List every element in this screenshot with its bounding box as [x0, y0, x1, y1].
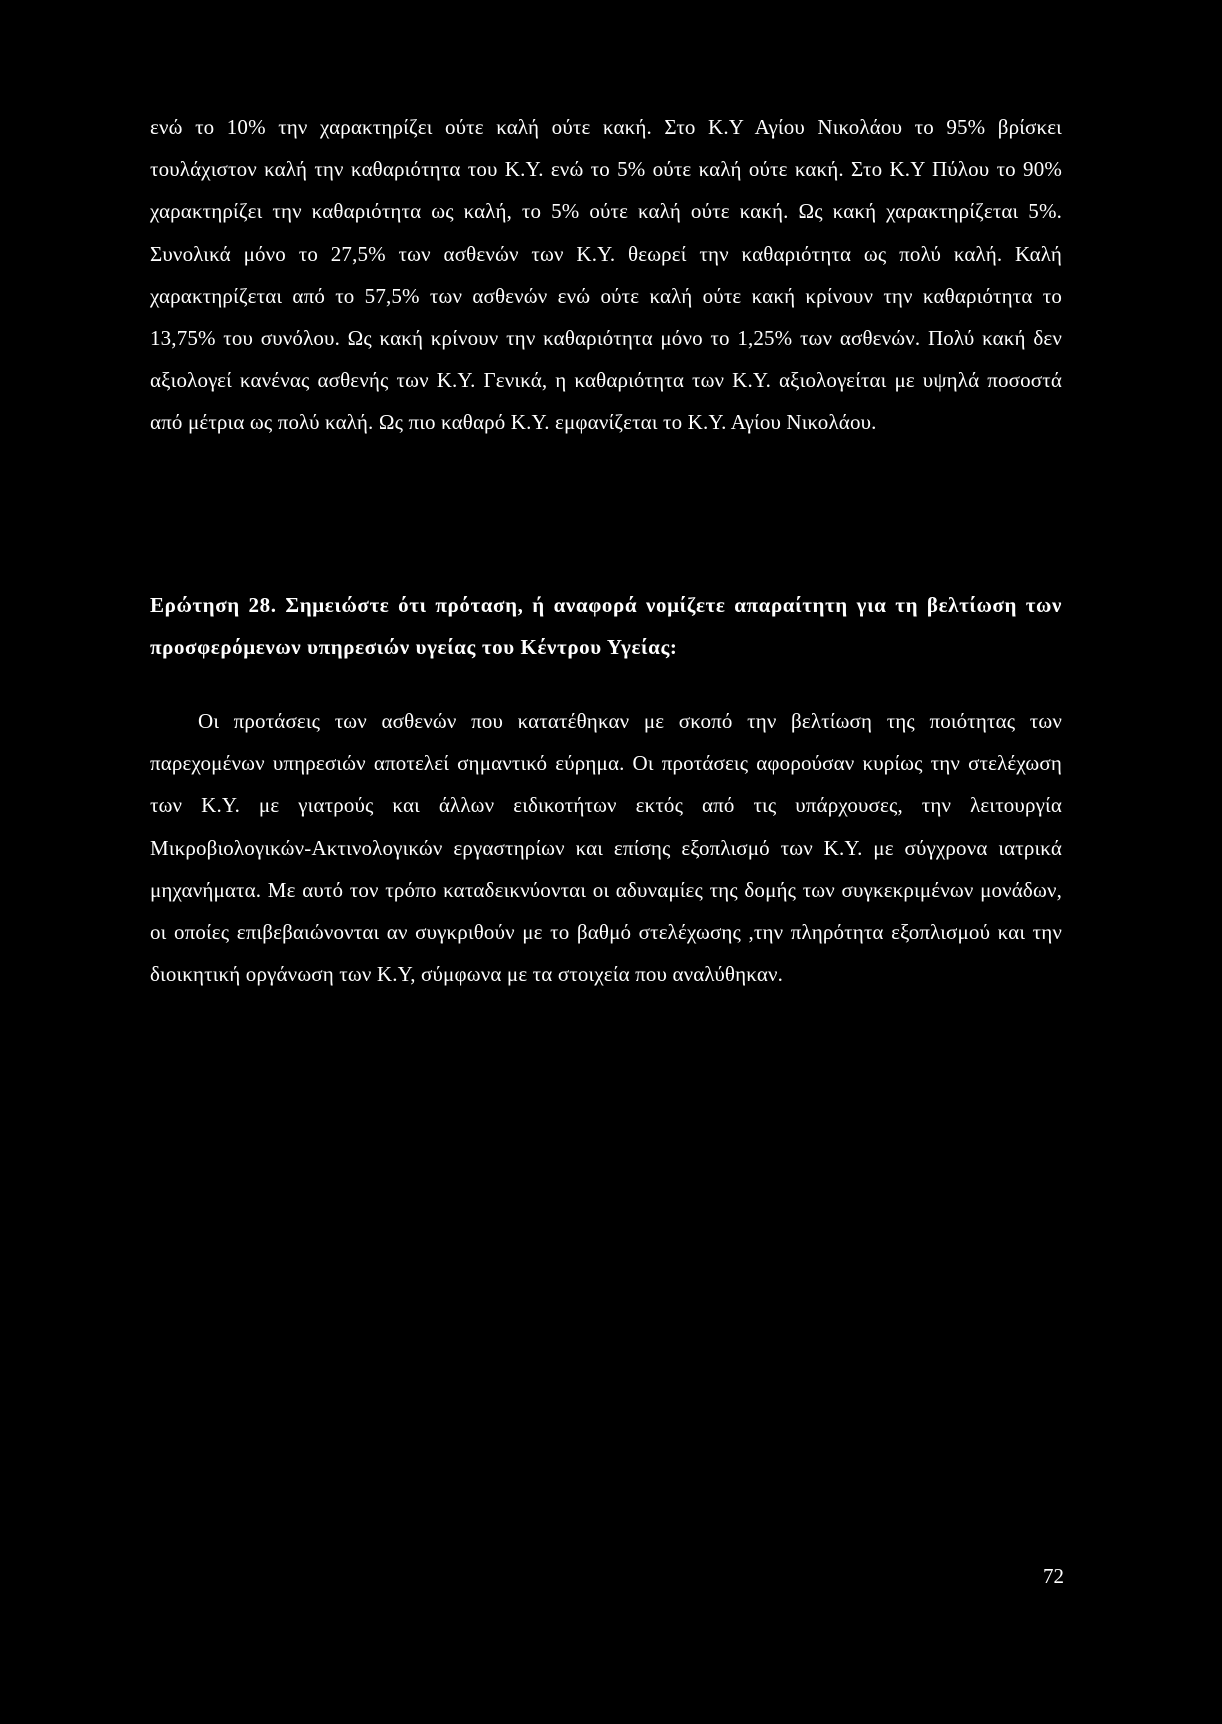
body-paragraph-patient-suggestions: Οι προτάσεις των ασθενών που κατατέθηκαν με σκοπό την βελτίωση της ποιότητας των παρεχομένων υπηρεσιών αποτελεί σημαντικό εύρημα. Οι προτάσεις αφορούσαν κυρίως την στελέχωση των Κ.Υ. με γιατρούς και άλλων ειδικοτήτων εκτός από τις υπάρχουσες, την λειτουργία Μικροβιολογικών-Ακτινολογικών εργαστηρίων και επίσης εξοπλισμό των Κ.Υ. με σύγχρονα ιατρικά μηχανήματα. Με αυτό τον τρόπο καταδεικνύονται οι αδυναμίες της δομής των συγκεκριμένων μονάδων, οι οποίες επιβεβαιώνονται αν συγκριθούν με το βαθμό στελέχωσης ,την πληρότητα εξοπλισμού και την διοικητική οργάνωση των Κ.Υ, σύμφωνα με τα στοιχεία που αναλύθηκαν. — [150, 709, 1062, 987]
question-28-heading: Ερώτηση 28. Σημειώστε ότι πρόταση, ή αναφορά νομίζετε απαραίτητη για τη βελτίωση των προσφερόμενων υπηρεσιών υγείας του Κέντρου Υγείας: — [150, 593, 1062, 660]
body-paragraph-cleanliness-results: ενώ το 10% την χαρακτηρίζει ούτε καλή ούτε κακή. Στο Κ.Υ Αγίου Νικολάου το 95% βρίσκει τουλάχιστον καλή την καθαριότητα του Κ.Υ. ενώ το 5% ούτε καλή ούτε κακή. Στο Κ.Υ Πύλου το 90% χαρακτηρίζει την καθαριότητα ως καλή, το 5% ούτε καλή ούτε κακή. Ως κακή χαρακτηρίζεται 5%. Συνολικά μόνο το 27,5% των ασθενών των Κ.Υ. θεωρεί την καθαριότητα ως πολύ καλή. Καλή χαρακτηρίζεται από το 57,5% των ασθενών ενώ ούτε καλή ούτε κακή κρίνουν την καθαριότητα το 13,75% του συνόλου. Ως κακή κρίνουν την καθαριότητα μόνο το 1,25% των ασθενών. Πολύ κακή δεν αξιολογεί κανένας ασθενής των Κ.Υ. Γενικά, η καθαριότητα των Κ.Υ. αξιολογείται με υψηλά ποσοστά από μέτρια ως πολύ καλή. Ως πιο καθαρό Κ.Υ. εμφανίζεται το Κ.Υ. Αγίου Νικολάου. — [150, 115, 1062, 435]
page-number: 72 — [1043, 1564, 1064, 1588]
